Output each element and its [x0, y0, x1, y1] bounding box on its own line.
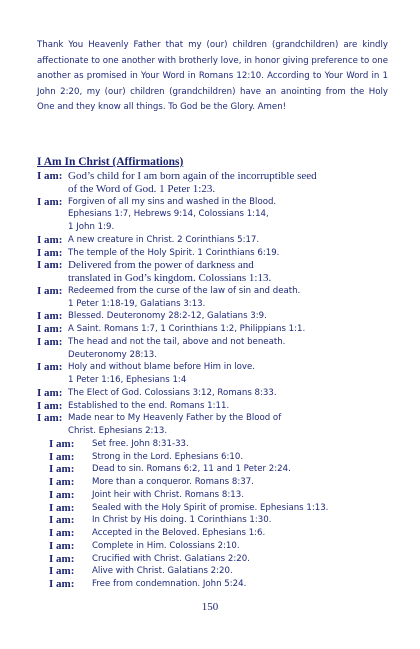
affirmation-line: 1 Peter 1:18-19, Galatians 3:13. [68, 298, 206, 309]
affirmation-label: I am: [49, 450, 75, 463]
affirmation-item [37, 438, 397, 451]
affirmation-text [92, 578, 397, 591]
affirmation-text [68, 310, 397, 323]
affirmation-line: 1 Peter 1:16, Ephesians 1:4 [68, 375, 187, 385]
affirmation-label: I am: [37, 310, 63, 323]
affirmation-text [92, 527, 397, 540]
affirmation-text [68, 285, 397, 311]
affirmation-item [37, 196, 397, 234]
affirmation-label: I am: [37, 412, 63, 425]
affirmation-line: Ephesians 1:7, Hebrews 9:14, Colossians 1:14, [68, 209, 269, 220]
affirmation-item [37, 489, 397, 502]
affirmation-line: Blessed. Deuteronomy 28:2-12, Galatians 3:9. [68, 311, 267, 322]
affirmation-line: Dead to sin. Romans 6:2, 11 and 1 Peter 2:24. [92, 464, 291, 475]
affirmation-line: Forgiven of all my sins and washed in the Blood. [68, 196, 277, 207]
affirmation-item [37, 400, 397, 413]
affirmation-text [68, 412, 397, 438]
affirmation-line: Complete in Him. Colossians 2:10. [92, 540, 240, 551]
affirmation-item [37, 553, 397, 566]
affirmation-text [92, 540, 397, 553]
affirmation-item [37, 234, 397, 247]
intro-paragraph: Thank You Heavenly Father that my (our) children (grandchildren) are kindly affectionate to one another with brotherly love, in honor giving preference to one another as promised in Your Word in Romans 12:10. According to Your Word in 1 John 2:20, my (our) children (grandchildren) have an anointing from the Holy One and they know all things. To God be the Glory. Amen! [37, 40, 388, 113]
affirmation-label: I am: [49, 539, 75, 552]
affirmation-line: A Saint. Romans 1:7, 1 Corinthians 1:2, Philippians 1:1. [68, 324, 306, 334]
affirmation-line: 1 John 1:9. [68, 222, 115, 232]
affirmation-text [68, 361, 397, 387]
affirmation-text [92, 553, 397, 566]
affirmation-item [37, 387, 397, 400]
affirmation-label: I am: [49, 501, 75, 514]
affirmation-label: I am: [37, 170, 63, 182]
affirmation-item [37, 336, 397, 362]
affirmation-text [68, 400, 397, 413]
affirmation-line: The temple of the Holy Spirit. 1 Corinthians 6:19. [68, 247, 280, 258]
section-heading: I Am In Christ (Affirmations) [37, 156, 184, 168]
affirmation-text [68, 323, 397, 336]
affirmation-label: I am: [49, 488, 75, 501]
affirmation-label: I am: [37, 246, 63, 259]
affirmation-line: Accepted in the Beloved. Ephesians 1:6. [92, 528, 266, 538]
affirmation-text [92, 502, 397, 515]
affirmation-label: I am: [49, 437, 75, 450]
affirmation-text [92, 451, 397, 464]
affirmation-label: I am: [37, 195, 63, 208]
affirmation-text [68, 247, 397, 260]
affirmation-text [68, 170, 397, 196]
affirmation-item [37, 361, 397, 387]
affirmation-label: I am: [37, 399, 63, 412]
affirmation-list [37, 170, 397, 591]
affirmation-line: Crucified with Christ. Galatians 2:20. [92, 553, 250, 564]
affirmation-line: Deuteronomy 28:13. [68, 349, 158, 360]
affirmation-text [92, 438, 397, 451]
affirmation-label: I am: [37, 284, 63, 297]
affirmation-item [37, 463, 397, 476]
affirmation-line: Sealed with the Holy Spirit of promise. Ephesians 1:13. [92, 502, 329, 513]
affirmation-label: I am: [37, 335, 63, 348]
affirmation-line: God’s child for I am born again of the incorruptible seed [68, 170, 317, 182]
affirmation-item [37, 451, 397, 464]
affirmation-item [37, 514, 397, 527]
affirmation-line: Redeemed from the curse of the law of sin and death. [68, 285, 301, 296]
affirmation-label: I am: [49, 463, 75, 476]
affirmation-line: The Elect of God. Colossians 3:12, Romans 8:33. [68, 387, 277, 398]
affirmation-item [37, 527, 397, 540]
affirmation-line: Strong in the Lord. Ephesians 6:10. [92, 451, 244, 462]
affirmation-label: I am: [37, 259, 63, 272]
affirmation-text [68, 234, 397, 247]
affirmation-line: Delivered from the power of darkness and [68, 259, 254, 272]
affirmation-text [92, 514, 397, 527]
affirmation-line: Joint heir with Christ. Romans 8:13. [92, 489, 244, 500]
affirmation-item [37, 476, 397, 489]
affirmation-label: I am: [49, 552, 75, 565]
affirmation-item [37, 540, 397, 553]
affirmation-item [37, 170, 397, 196]
affirmation-label: I am: [49, 565, 75, 578]
affirmation-item [37, 565, 397, 578]
affirmation-item [37, 323, 397, 336]
affirmation-line: Established to the end. Romans 1:11. [68, 400, 230, 411]
affirmation-line: Alive with Christ. Galatians 2:20. [92, 566, 233, 577]
affirmation-line: Free from condemnation. John 5:24. [92, 579, 247, 589]
affirmation-label: I am: [49, 476, 75, 488]
affirmation-line: Set free. John 8:31-33. [92, 438, 189, 449]
affirmation-line: of the Word of God. 1 Peter 1:23. [68, 182, 216, 195]
affirmation-text [92, 565, 397, 578]
affirmation-label: I am: [37, 361, 63, 374]
affirmation-text [68, 259, 397, 285]
affirmation-item [37, 259, 397, 285]
affirmation-item [37, 578, 397, 591]
affirmation-text [68, 336, 397, 362]
affirmation-item [37, 285, 397, 311]
page-number: 150 [201, 601, 219, 613]
affirmation-text [92, 476, 397, 489]
affirmation-text [68, 196, 397, 234]
affirmation-line: Holy and without blame before Him in love. [68, 362, 256, 373]
affirmation-line: A new creature in Christ. 2 Corinthians 5:17. [68, 234, 260, 245]
affirmation-text [92, 463, 397, 476]
affirmation-text [92, 489, 397, 502]
affirmation-line: In Christ by His doing. 1 Corinthians 1:30. [92, 515, 272, 526]
affirmation-line: More than a conqueror. Romans 8:37. [92, 477, 254, 487]
affirmation-item [37, 502, 397, 515]
affirmation-label: I am: [37, 233, 63, 246]
affirmation-label: I am: [49, 578, 75, 590]
affirmation-label: I am: [49, 527, 75, 539]
affirmation-item [37, 412, 397, 438]
affirmation-line: translated in God’s kingdom. Colossians 1:13. [68, 272, 272, 284]
affirmation-label: I am: [37, 386, 63, 399]
affirmation-item [37, 247, 397, 260]
affirmation-line: The head and not the tail, above and not beneath. [68, 336, 286, 347]
affirmation-text [68, 387, 397, 400]
affirmation-label: I am: [37, 323, 63, 335]
affirmation-label: I am: [49, 514, 75, 527]
affirmation-item [37, 310, 397, 323]
affirmation-line: Christ. Ephesians 2:13. [68, 426, 168, 436]
affirmation-line: Made near to My Heavenly Father by the Blood of [68, 413, 282, 424]
